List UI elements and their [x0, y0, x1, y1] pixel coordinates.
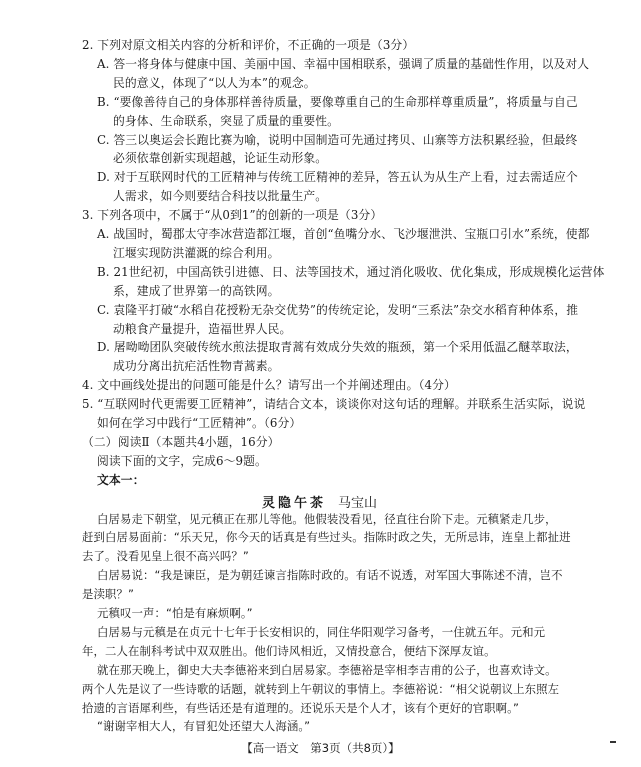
page-edge-mark [610, 741, 616, 743]
story-author: 马宝山 [338, 495, 378, 511]
option-3d-line-1: D. 屠呦呦团队突破传统水煎法提取青蒿有效成分失效的瓶颈，第一个采用低温乙醚萃取法， [97, 340, 578, 355]
story-paragraph-1-line-3: 去了。没看见皇上很不高兴吗？” [82, 549, 249, 564]
option-3b-line-2: 系，建成了世界第一的高铁网。 [113, 283, 280, 298]
story-title-text: 灵隐午茶 [262, 495, 327, 511]
section-heading: （二）阅读Ⅱ（本题共4小题，16分） [82, 434, 280, 449]
option-2c-line-1: C. 答三以奥运会长跑比赛为喻，说明中国制造可先通过拷贝、山寨等方法积累经验，但最终 [97, 132, 578, 147]
reading-instruction: 阅读下面的文字，完成6～9题。 [97, 453, 267, 468]
page-footer: 【高一语文 第3页（共8页）】 [241, 741, 400, 755]
option-2c-line-2: 必须依靠创新实现超越，论证生动形象。 [113, 151, 328, 166]
story-paragraph-2-line-1: 白居易说：“我是谏臣，是为朝廷谏言指陈时政的。有话不说透，对军国大事陈述不清，岂不 [97, 568, 563, 583]
question-5-stem-line-2: 如何在学习中践行“工匠精神”。（6分） [97, 416, 302, 430]
question-5-stem-line-1: 5. “互联网时代更需要工匠精神”，请结合文本，谈谈你对这句话的理解。并联系生活实际，说说 [82, 397, 586, 412]
question-4-stem: 4. 文中画线处提出的问题可能是什么？请写出一个并阐述理由。（4分） [82, 378, 456, 393]
option-2b-line-2: 的身体、生命联系，突显了质量的重要性。 [113, 113, 340, 128]
text-one-label: 文本一： [97, 472, 145, 487]
story-paragraph-4-line-2: 年，二人在制科考试中双双胜出。他们诗风相近，又情投意合，便结下深厚友谊。 [82, 643, 496, 658]
story-paragraph-1-line-2: 赶到白居易面前：“乐天兄，你今天的话真是有些过头。指陈时政之失，无所忌讳，连皇上都扯进 [82, 530, 571, 545]
question-3-stem: 3. 下列各项中，不属于“从0到1”的创新的一项是（3分） [82, 208, 383, 223]
story-paragraph-2-line-2: 是渎职？” [82, 587, 134, 602]
story-paragraph-4-line-1: 白居易与元稹是在贞元十七年于长安相识的，同住华阳观学习备考，一住就五年。元和元 [97, 624, 546, 639]
option-3c-line-1: C. 袁隆平打破“水稻自花授粉无杂交优势”的传统定论，发明“三系法”杂交水稻育种体系，推 [97, 302, 579, 317]
story-paragraph-6-line-1: “谢谢宰相大人，有冒犯处还望大人海涵。” [97, 719, 311, 734]
option-2a-line-1: A. 答一将身体与健康中国、美丽中国、幸福中国相联系，强调了质量的基础性作用，以及对人 [97, 56, 590, 71]
option-2d-line-1: D. 对于互联网时代的工匠精神与传统工匠精神的差异，答五认为从生产上看，过去需适应个 [97, 170, 578, 185]
story-paragraph-5-line-3: 拾遗的言语犀利些，有些话还是有道理的。还说乐天是个人才，该有个更好的官职啊。” [82, 700, 519, 715]
option-3b-line-1: B. 21世纪初，中国高铁引进德、日、法等国技术，通过消化吸收、优化集成，形成规模化运营体 [97, 264, 605, 279]
option-2b-line-1: B. “要像善待自己的身体那样善待质量，要像尊重自己的生命那样尊重质量”，将质量与自己 [97, 94, 578, 109]
option-2a-line-2: 民的意义，体现了“以人为本”的观念。 [113, 75, 316, 90]
story-paragraph-1-line-1: 白居易走下朝堂，见元稹正在那儿等他。他假装没看见，径直往台阶下走。元稹紧走几步， [97, 511, 557, 526]
option-3a-line-1: A. 战国时，蜀郡太守李冰营造都江堰，首创“鱼嘴分水、飞沙堰泄洪、宝瓶口引水”系统，使都 [97, 227, 590, 241]
option-3a-line-2: 江堰实现防洪灌溉的综合利用。 [113, 245, 280, 260]
story-paragraph-5-line-2: 两个人先是议了一些诗歌的话题，就转到上午朝议的事情上。李德裕说：“相父说朝议上东照左 [82, 681, 560, 696]
story-paragraph-3-line-1: 元稹叹一声：“怕是有麻烦啊。” [97, 606, 253, 620]
option-3c-line-2: 动粮食产量提升，造福世界人民。 [113, 321, 292, 336]
story-paragraph-5-line-1: 就在那天晚上，御史大夫李德裕来到白居易家。李德裕是宰相李吉甫的公子，也喜欢诗文。 [97, 662, 557, 677]
option-3d-line-2: 成功分离出抗疟活性物青蒿素。 [113, 359, 280, 374]
question-2-stem: 2. 下列对原文相关内容的分析和评价，不正确的一项是（3分） [82, 38, 415, 52]
option-2d-line-2: 人需求，如今则要结合科技以批量生产。 [113, 189, 328, 204]
story-title [262, 492, 377, 511]
